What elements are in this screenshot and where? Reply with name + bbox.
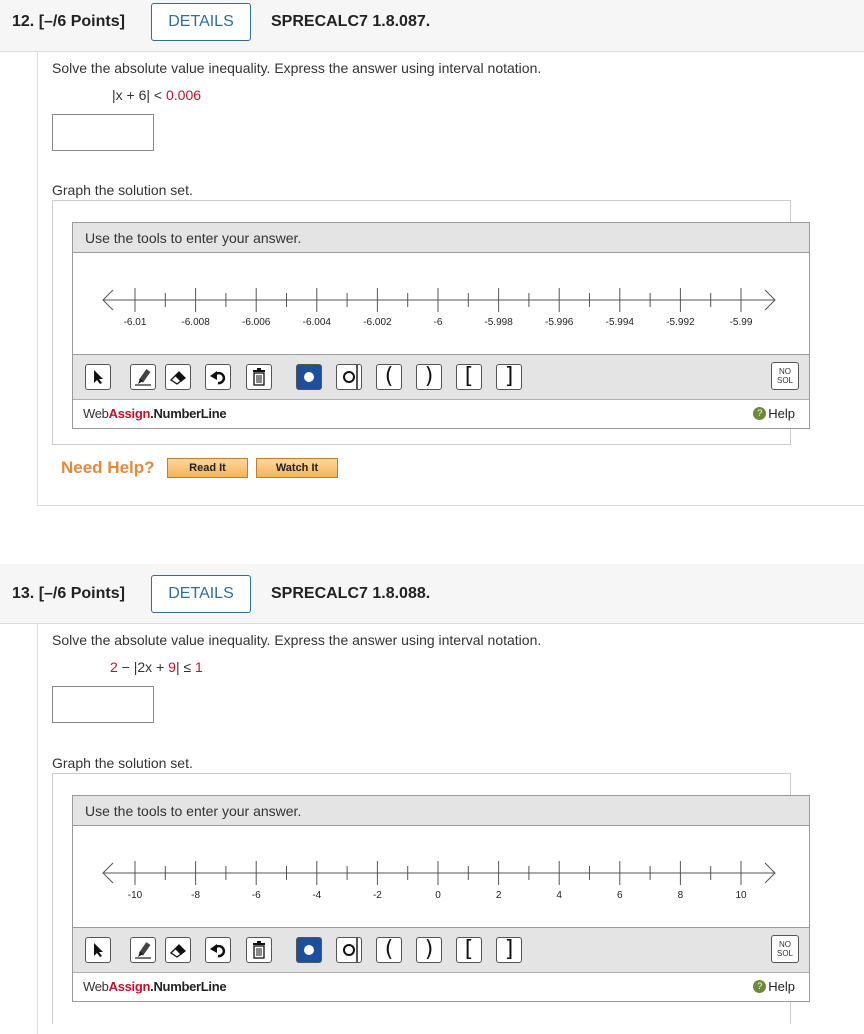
help-link[interactable]: ? Help	[753, 979, 795, 994]
filled-dot-icon[interactable]	[296, 364, 322, 390]
inequality-text: |x + 6| <	[112, 87, 166, 103]
tick-label: -5.994	[605, 317, 634, 328]
eraser-icon[interactable]	[165, 364, 191, 390]
tick-label: -6.002	[363, 317, 392, 328]
open-dot-icon[interactable]	[336, 937, 362, 963]
toolbar-divider	[356, 364, 358, 390]
question-header	[0, 564, 864, 624]
tick-label: 8	[677, 890, 684, 901]
answer-input[interactable]	[52, 114, 154, 151]
numberline-footer	[73, 973, 809, 1001]
numberline-footer	[73, 400, 809, 428]
need-help-label: Need Help?	[61, 458, 155, 477]
question-number: 12. [–/6 Points]	[12, 13, 125, 30]
details-button[interactable]: DETAILS	[151, 575, 251, 613]
tick-label: 6	[617, 890, 623, 901]
close-bracket-icon[interactable]: ]	[496, 364, 522, 390]
close-paren-icon[interactable]: )	[416, 937, 442, 963]
tick-label: 4	[556, 890, 562, 901]
pencil-icon[interactable]	[130, 937, 156, 963]
pointer-icon[interactable]	[85, 364, 111, 390]
tick-label: 2	[495, 890, 502, 901]
close-paren-icon[interactable]: )	[416, 364, 442, 390]
toolbar	[73, 354, 809, 400]
toolbar-divider	[356, 937, 358, 963]
question-number: 13. [–/6 Points]	[12, 585, 125, 602]
open-bracket-icon[interactable]: [	[456, 364, 482, 390]
pointer-icon[interactable]	[85, 937, 111, 963]
tool-header: Use the tools to enter your answer.	[73, 223, 809, 253]
pencil-icon[interactable]	[130, 364, 156, 390]
tick-label: -6	[433, 317, 443, 328]
numberline-widget	[72, 795, 810, 1002]
tick-label: -10	[127, 890, 143, 901]
question-code: SPRECALC7 1.8.088.	[271, 585, 431, 602]
no-solution-button[interactable]: NO SOL	[771, 935, 799, 963]
webassign-logo: WebAssign.NumberLine	[83, 979, 227, 994]
webassign-logo: WebAssign.NumberLine	[83, 406, 227, 421]
question-instruction: Solve the absolute value inequality. Express the answer using interval notation.	[52, 632, 542, 648]
filled-dot-icon[interactable]	[296, 937, 322, 963]
tick-label: -5.992	[666, 317, 695, 328]
open-paren-icon[interactable]: (	[376, 937, 402, 963]
number-line[interactable]	[73, 253, 809, 354]
undo-icon[interactable]	[205, 937, 231, 963]
answer-input[interactable]	[52, 686, 154, 723]
no-solution-button[interactable]: NO SOL	[771, 362, 799, 390]
trash-icon[interactable]	[246, 937, 272, 963]
tick-label: 10	[735, 890, 747, 901]
tick-label: -8	[191, 890, 201, 901]
number-line[interactable]	[73, 826, 809, 927]
numberline-widget	[72, 222, 810, 429]
eraser-icon[interactable]	[165, 937, 191, 963]
question-instruction: Solve the absolute value inequality. Express the answer using interval notation.	[52, 60, 542, 76]
read-it-button[interactable]: Read It	[167, 458, 248, 478]
tick-label: -6.006	[242, 317, 271, 328]
tick-label: -6.008	[181, 317, 210, 328]
question-code: SPRECALC7 1.8.087.	[271, 13, 431, 30]
close-bracket-icon[interactable]: ]	[496, 937, 522, 963]
help-icon: ?	[753, 980, 766, 993]
inequality-value: 0.006	[165, 87, 202, 103]
tick-label: -5.996	[545, 317, 574, 328]
graph-label: Graph the solution set.	[52, 182, 193, 198]
question-header	[0, 0, 864, 52]
inequality	[112, 87, 201, 103]
tick-label: -2	[372, 890, 382, 901]
trash-icon[interactable]	[246, 364, 272, 390]
graph-label: Graph the solution set.	[52, 755, 193, 771]
tick-label: -4	[312, 890, 322, 901]
tick-label: 0	[435, 890, 441, 901]
tool-header: Use the tools to enter your answer.	[73, 796, 809, 826]
tick-label: -5.998	[484, 317, 513, 328]
tick-label: -6	[251, 890, 261, 901]
open-bracket-icon[interactable]: [	[456, 937, 482, 963]
toolbar	[73, 927, 809, 973]
tick-label: -6.004	[302, 317, 331, 328]
open-dot-icon[interactable]	[336, 364, 362, 390]
details-button[interactable]: DETAILS	[151, 3, 251, 41]
tick-label: -5.99	[729, 317, 753, 328]
watch-it-button[interactable]: Watch It	[256, 458, 338, 478]
help-icon: ?	[753, 407, 766, 420]
open-paren-icon[interactable]: (	[376, 364, 402, 390]
help-link[interactable]: ? Help	[753, 406, 795, 421]
inequality: 2 − |2x + 9| ≤ 1	[110, 659, 203, 675]
tick-label: -6.01	[123, 317, 147, 328]
undo-icon[interactable]	[205, 364, 231, 390]
